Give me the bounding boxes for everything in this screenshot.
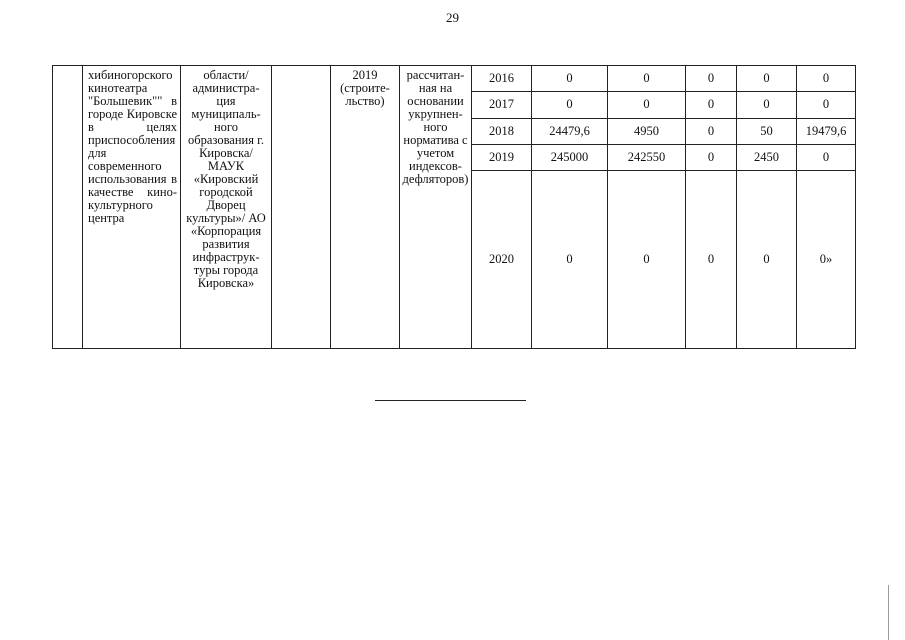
empty-cell: [272, 66, 331, 349]
value-cell: 0: [737, 66, 797, 92]
year-cell: 2018: [472, 118, 532, 144]
value-cell: 0: [686, 144, 737, 170]
value-cell: 0: [686, 118, 737, 144]
value-cell: 0: [532, 92, 608, 118]
closing-divider: [375, 400, 526, 401]
basis-cell: рассчитан-ная на основании укрупнен-ного норматива с учетом индексов-дефляторов): [400, 66, 472, 349]
data-table: [52, 65, 856, 349]
value-cell: 0: [686, 92, 737, 118]
period-cell: 2019 (строите-льство): [331, 66, 400, 349]
value-cell: 0: [532, 171, 608, 349]
table-row: [53, 66, 856, 92]
value-cell: 0: [737, 171, 797, 349]
year-cell: 2019: [472, 144, 532, 170]
value-cell: 0: [797, 92, 856, 118]
value-cell: 0: [608, 92, 686, 118]
responsible-cell: области/ администра-ция муниципаль-ного образования г. Кировска/ МАУК «Кировский городской Дворец культуры»/ АО «Корпорация развития инфраструк-туры города Кировска»: [181, 66, 272, 349]
value-cell: 0: [608, 171, 686, 349]
value-cell: 50: [737, 118, 797, 144]
value-cell: 0: [608, 66, 686, 92]
value-cell: 2450: [737, 144, 797, 170]
value-cell: 0: [797, 144, 856, 170]
year-cell: 2016: [472, 66, 532, 92]
object-description-cell: хибиногорского кинотеатра "Большевик"" в городе Кировске в целях приспособления для современного использования в качестве кино-культурного центра: [83, 66, 181, 349]
value-cell: 0: [737, 92, 797, 118]
value-cell: 19479,6: [797, 118, 856, 144]
year-cell: 2020: [472, 171, 532, 349]
value-cell: 0: [797, 66, 856, 92]
value-cell: 242550: [608, 144, 686, 170]
value-cell: 0: [532, 66, 608, 92]
year-cell: 2017: [472, 92, 532, 118]
value-cell: 24479,6: [532, 118, 608, 144]
page-number: 29: [446, 10, 459, 25]
value-cell: 0: [686, 171, 737, 349]
number-cell: [53, 66, 83, 349]
value-cell: 245000: [532, 144, 608, 170]
scan-edge-line: [888, 585, 889, 640]
value-cell: 0»: [797, 171, 856, 349]
value-cell: 4950: [608, 118, 686, 144]
value-cell: 0: [686, 66, 737, 92]
